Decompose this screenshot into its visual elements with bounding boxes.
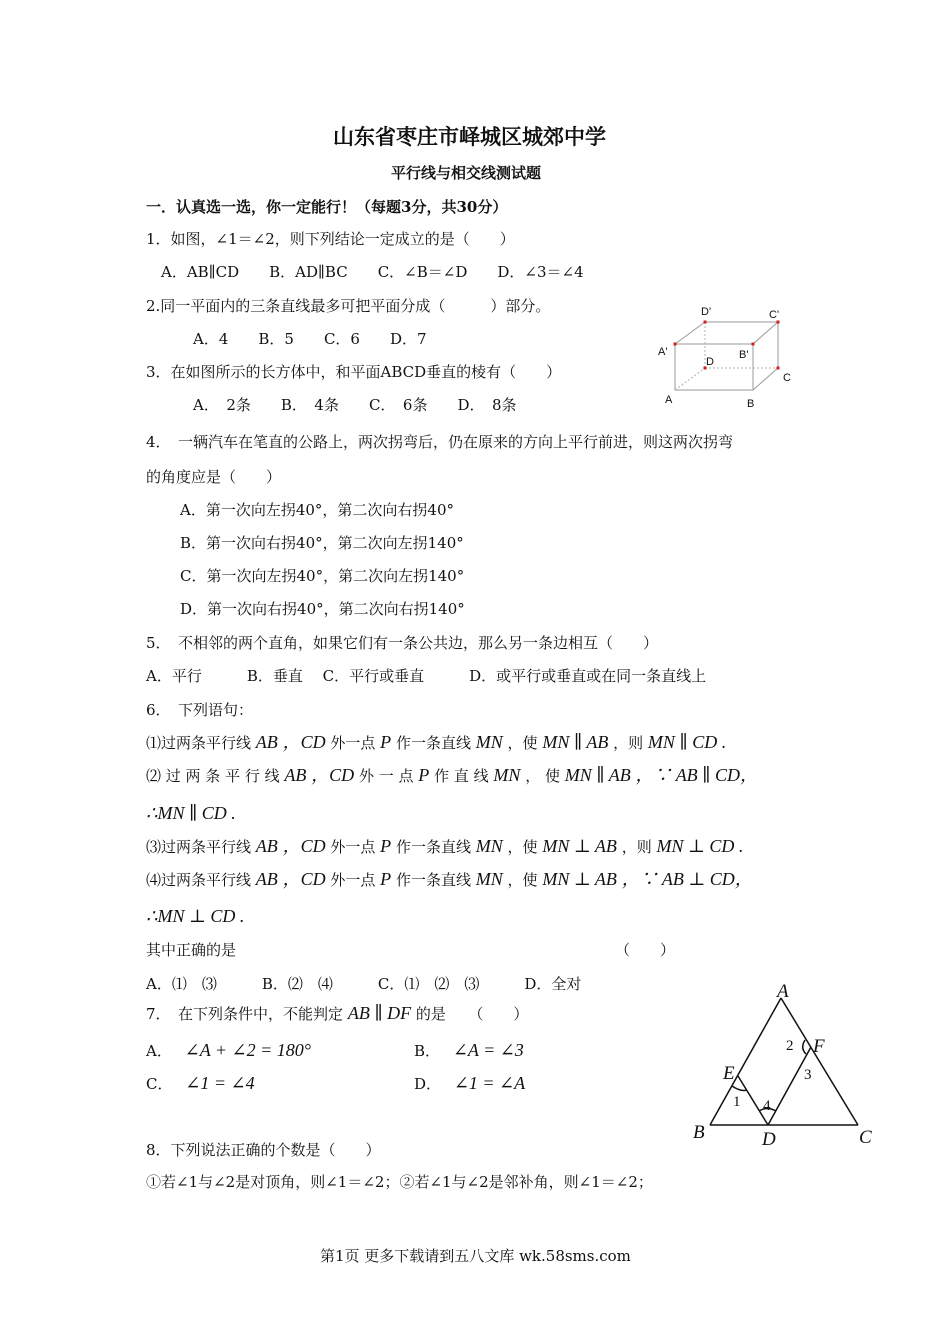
q7-b-math: ∠A = ∠3 [452,1040,524,1060]
q6-s1-mid2: 作一条直线 [395,734,471,752]
q7-c-math: ∠1 = ∠4 [185,1073,255,1093]
q6-s2-ab: AB [284,765,307,785]
q7-b-label: B． [414,1042,441,1060]
q7-d-label: D． [414,1075,442,1093]
q6-statement-2-conclusion: ∴MN ∥ CD . [146,803,236,823]
q6-s4-ab: AB [255,869,278,889]
q6-s2-mid2: 作 直 线 [434,767,489,785]
q6-stem: 6． 下列语句： [146,701,254,719]
q6-s1-mid: 外一点 [330,734,376,752]
q1-options: A．AB∥CD B．AD∥BC C．∠B＝∠D D．∠3＝∠4 [161,263,584,281]
q6-statement-2 [146,765,758,786]
triangle-angle-2: 2 [786,1038,794,1054]
q6-options: A．⑴ ⑶ B．⑵ ⑷ C．⑴ ⑵ ⑶ D．全对 [146,975,582,993]
q1-stem: 1．如图，∠1＝∠2，则下列结论一定成立的是（ ） [146,230,515,248]
cuboid-figure [655,300,805,410]
q6-s1-p: P [380,732,392,752]
q7-c-label: C． [146,1075,173,1093]
q7-stem [146,1003,528,1024]
q2-stem: 2.同一平面内的三条直线最多可把平面分成（ ）部分。 [146,297,551,315]
q5-options: A．平行 B．垂直 C．平行或垂直 D．或平行或垂直或在同一条直线上 [146,667,707,685]
page-footer: 第1页 更多下载请到五八文库 wk.58sms.com [320,1247,631,1265]
q6-s1-text: ⑴过两条平行线 [146,734,252,752]
q6-s1-cd: ，CD [282,732,326,752]
q4-stem-line1: 4． 一辆汽车在笔直的公路上，两次拐弯后，仍在原来的方向上平行前进，则这两次拐弯 [146,433,734,451]
q7-stem-post: 的是 （ ） [415,1005,529,1023]
q6-s1-mn-par-ab: MN ∥ AB [542,732,609,752]
triangle-label-a: A [777,981,789,1002]
q6-s2-mid: 外 一 点 [358,767,414,785]
q7-option-a [146,1040,311,1061]
q7-a-math: ∠A + ∠2 = 180° [184,1040,311,1060]
triangle-angle-4: 4 [763,1098,771,1114]
q6-s2-mn-par-ab: MN ∥ AB [564,765,631,785]
q8-stem: 8．下列说法正确的个数是（ ） [146,1141,381,1159]
q6-statement-1 [146,732,726,753]
q6-s2-text: ⑵ 过 两 条 平 行 线 [146,767,280,785]
q6-s2-mn: MN [493,765,521,785]
q6-statement-4-conclusion: ∴MN ⊥ CD . [146,906,245,926]
q3-options: A． 2条 B． 4条 C． 6条 D． 8条 [193,396,517,414]
q6-s3-ab: AB [255,836,278,856]
q7-stem-pre: 7． 在下列条件中，不能判定 [146,1005,344,1023]
q6-s3-mid3: ，使 [507,838,538,856]
q6-s1-mn-par-cd: MN ∥ CD . [647,732,727,752]
q8-line1: ①若∠1与∠2是对顶角，则∠1＝∠2；②若∠1与∠2是邻补角，则∠1＝∠2； [146,1173,653,1191]
triangle-angle-3: 3 [804,1067,812,1083]
q6-s3-mn: MN [475,836,503,856]
q4-option-c: C．第一次向左拐40°，第二次向左拐140° [180,567,465,585]
q6-s4-cd: ，CD [282,869,326,889]
q6-s3-mn-perp-cd: MN ⊥ CD . [656,836,744,856]
cuboid-label-d1: D' [701,306,712,318]
q6-s4-mid3: ，使 [507,871,538,889]
q6-s3-mid2: 作一条直线 [395,838,471,856]
triangle-figure [688,980,888,1150]
page-title: 山东省枣庄市峄城区城郊中学 [333,124,606,149]
cuboid-label-a1: A' [658,346,668,358]
q3-stem: 3．在如图所示的长方体中，和平面ABCD垂直的棱有（ ） [146,363,562,381]
q7-stem-math: AB ∥ DF [347,1003,412,1023]
q6-s2-cd: ，CD [311,765,355,785]
q6-s3-mid: 外一点 [330,838,376,856]
cuboid-label-c1: C' [769,309,780,321]
q7-d-math: ∠1 = ∠A [453,1073,526,1093]
q6-s4-mn-perp-ab: MN ⊥ AB [542,869,617,889]
q6-s4-mn: MN [475,869,503,889]
q7-option-d [414,1073,525,1094]
triangle-label-f: F [813,1036,825,1057]
triangle-label-e: E [723,1063,735,1084]
q6-s1-mid4: ，则 [613,734,644,752]
q7-a-label: A． [146,1042,172,1060]
q2-options: A．4 B．5 C．6 D．7 [193,330,427,348]
q6-s4-mid: 外一点 [330,871,376,889]
cuboid-label-a: A [665,394,673,406]
q4-option-b: B．第一次向右拐40°，第二次向左拐140° [180,534,464,552]
q6-s1-mn: MN [475,732,503,752]
q6-s3-cd: ，CD [282,836,326,856]
q6-correct-label: 其中正确的是 [146,941,237,959]
q4-stem-line2: 的角度应是（ ） [146,468,282,486]
section-heading: 一．认真选一选，你一定能行！（每题3分，共30分） [146,198,508,216]
q6-s1-ab: AB [255,732,278,752]
q7-option-b [414,1040,524,1061]
q6-s3-text: ⑶过两条平行线 [146,838,252,856]
page-subtitle: 平行线与相交线测试题 [391,164,542,182]
q6-s1-mid3: ，使 [507,734,538,752]
q6-s4-text: ⑷过两条平行线 [146,871,252,889]
q7-option-c [146,1073,255,1094]
q4-option-d: D．第一次向右拐40°，第二次向右拐140° [180,600,465,618]
q6-correct-paren: （ ） [615,941,676,959]
q6-s2-mid3: ， 使 [525,767,560,785]
q6-statement-4 [146,869,753,890]
q6-s3-p: P [380,836,392,856]
q6-statement-3 [146,836,743,857]
q6-s4-mid2: 作一条直线 [395,871,471,889]
cuboid-label-c: C [783,372,791,384]
cuboid-label-d: D [706,356,714,368]
triangle-label-c: C [859,1127,872,1148]
q6-s2-p: P [418,765,430,785]
triangle-angle-1: 1 [733,1094,741,1110]
cuboid-label-b: B [747,398,755,410]
q5-stem: 5． 不相邻的两个直角，如果它们有一条公共边，那么另一条边相互（ ） [146,634,659,652]
q6-s3-mid4: ，则 [621,838,652,856]
q6-s3-mn-perp-ab: MN ⊥ AB [542,836,617,856]
triangle-label-d: D [762,1129,776,1150]
q4-option-a: A．第一次向左拐40°，第二次向右拐40° [180,501,455,519]
q6-s4-p: P [380,869,392,889]
cuboid-label-b1: B' [739,349,749,361]
q6-s2-because: ，∵ AB ∥ CD， [635,765,758,785]
q6-s4-because: ，∵ AB ⊥ CD， [621,869,753,889]
triangle-label-b: B [693,1122,705,1143]
